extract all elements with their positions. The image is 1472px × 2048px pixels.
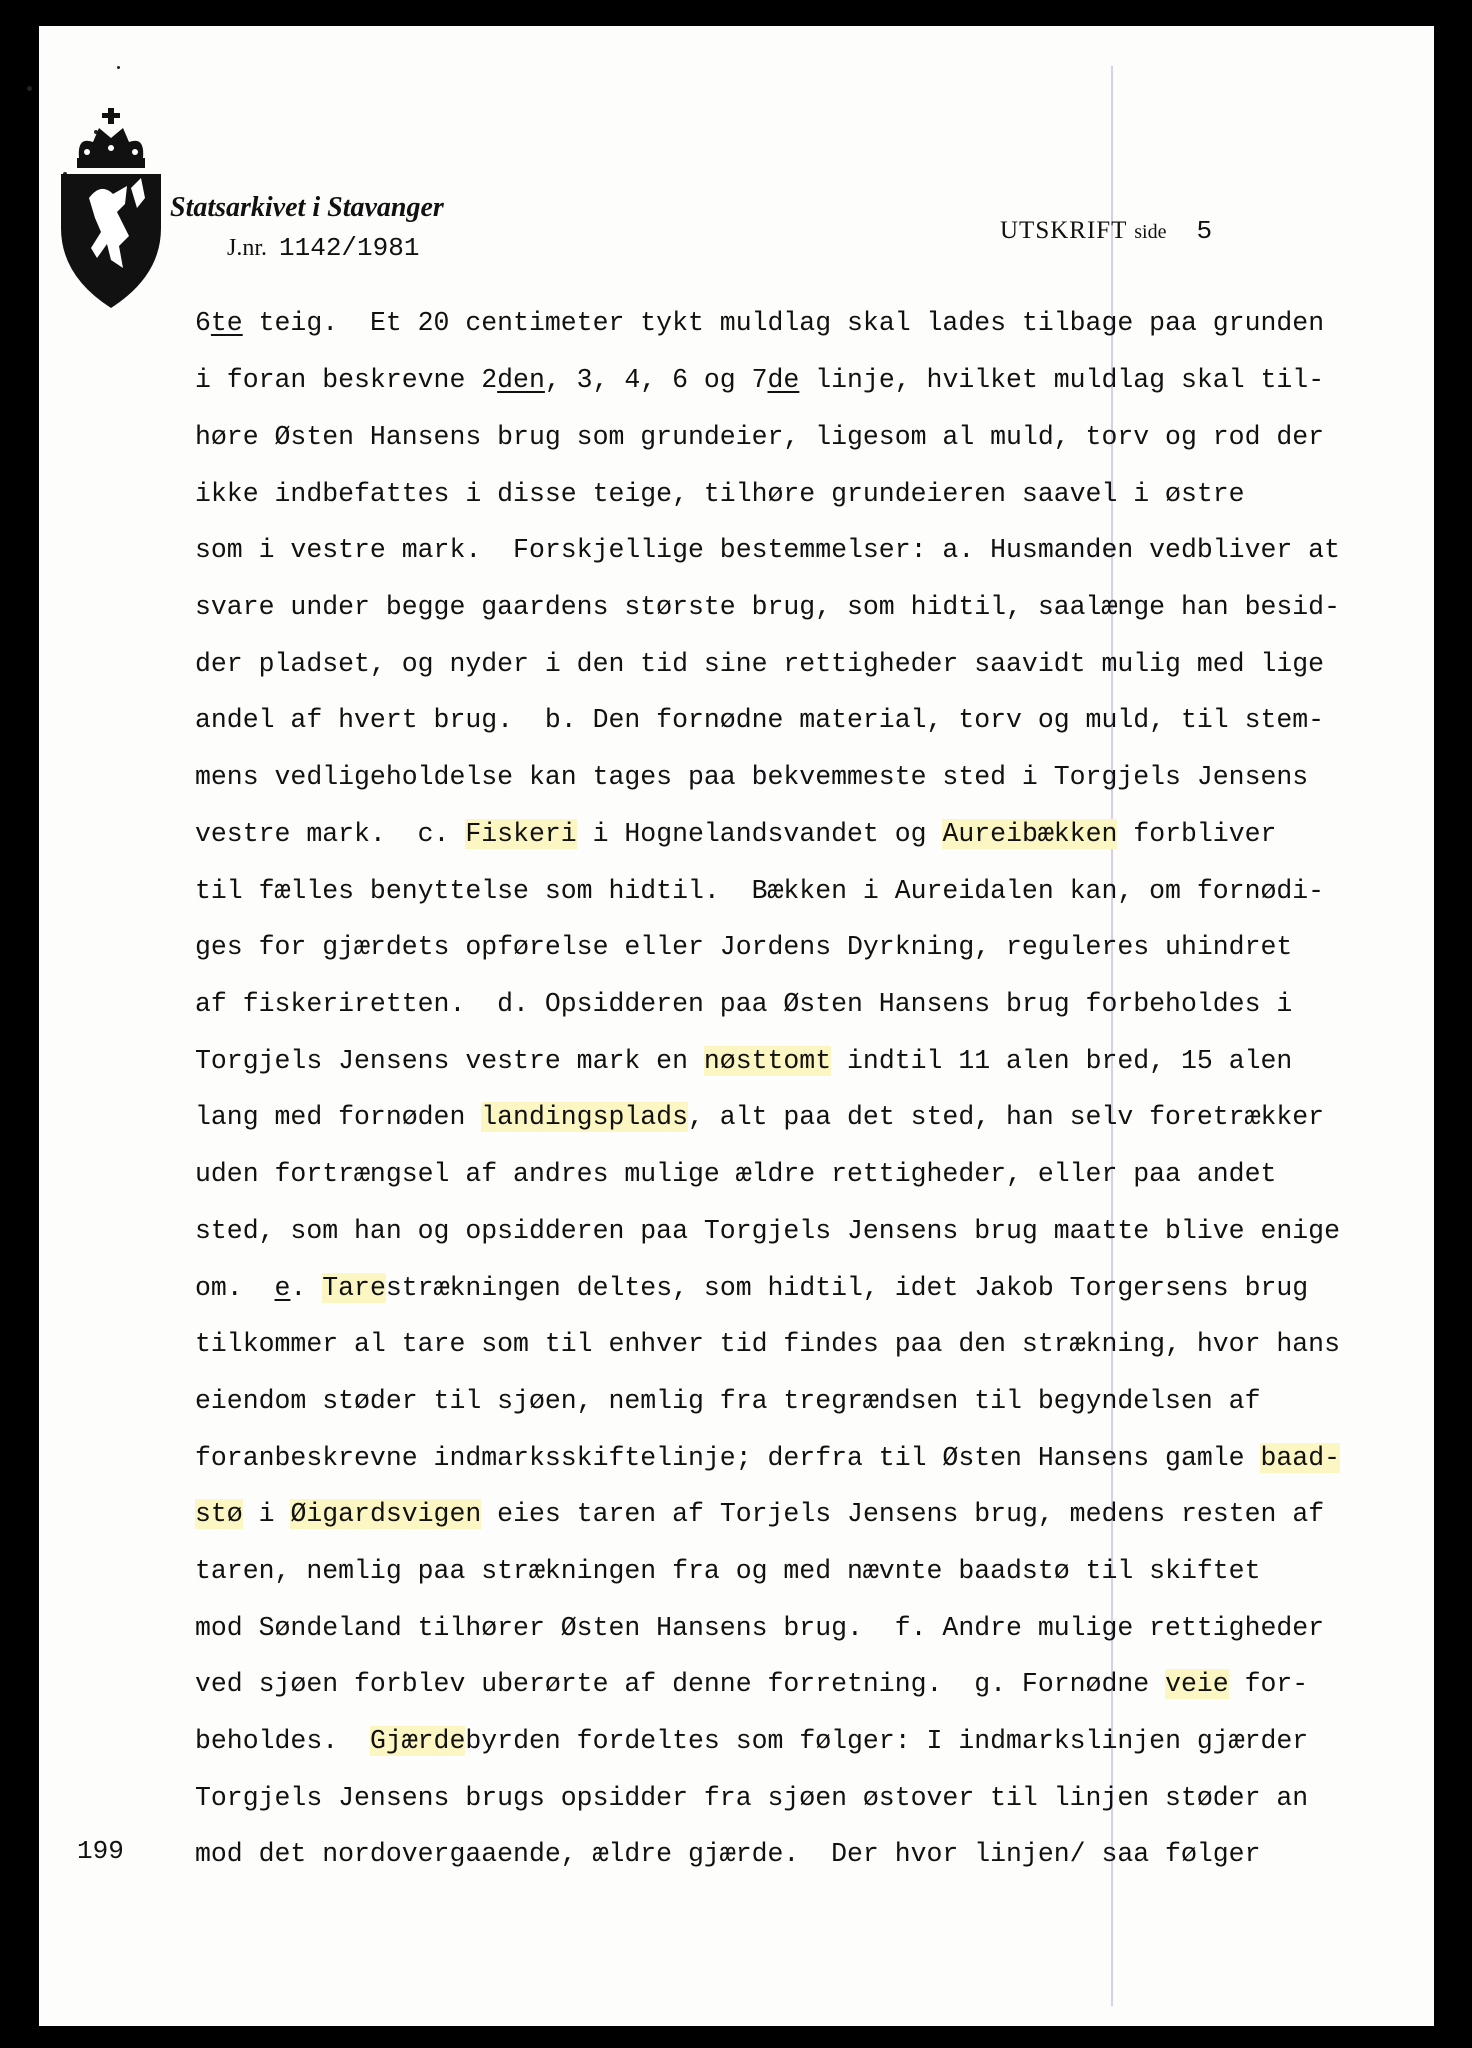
highlighted-text: veie — [1165, 1669, 1229, 1699]
norwegian-coat-of-arms-icon — [57, 108, 165, 308]
text-line-11: til fælles benyttelse som hidtil. Bækken i Aureidalen kan, om fornødi- — [195, 876, 1325, 906]
text-line-2 — [195, 363, 1324, 397]
text-line-4: ikke indbefattes i disse teige, tilhøre grundeieren saavel i østre — [195, 479, 1245, 509]
text-segment: teig. Et 20 centimeter tykt muldlag skal lades tilbage paa grunden — [242, 308, 1325, 338]
text-line-18 — [195, 1271, 1308, 1305]
text-line-15 — [195, 1100, 1324, 1134]
text-segment: om. — [195, 1273, 275, 1303]
text-segment: for- — [1228, 1669, 1309, 1699]
text-segment: indtil 11 alen bred, 15 alen — [831, 1046, 1293, 1076]
text-line-5: som i vestre mark. Forskjellige bestemmelser: a. Husmanden vedbliver at — [195, 535, 1340, 565]
text-segment: . — [290, 1273, 323, 1303]
speck — [117, 66, 120, 69]
text-line-13: af fiskeriretten. d. Opsidderen paa Østen Hansens brug forbeholdes i — [195, 989, 1293, 1019]
text-line-20: eiendom støder til sjøen, nemlig fra tregrændsen til begyndelsen af — [195, 1386, 1261, 1416]
text-line-12: ges for gjærdets opførelse eller Jordens Dyrkning, reguleres uhindret — [195, 932, 1293, 962]
highlighted-text: Øigardsvigen — [290, 1499, 482, 1529]
text-line-26 — [195, 1724, 1308, 1758]
text-line-17: sted, som han og opsidderen paa Torgjels Jensens brug maatte blive enige — [195, 1216, 1340, 1246]
highlighted-text: Fiskeri — [465, 819, 577, 849]
text-segment: 6 — [195, 308, 211, 338]
side-label: side — [1134, 221, 1167, 243]
text-line-1 — [195, 306, 1324, 340]
text-segment: vestre mark. c. — [195, 819, 466, 849]
highlighted-text: Aureibækken — [942, 819, 1118, 849]
text-segment: i Hognelandsvandet og — [576, 819, 943, 849]
text-segment: byrden fordeltes som følger: I indmarkslinjen gjærder — [465, 1726, 1309, 1756]
text-line-9: mens vedligeholdelse kan tages paa bekvemmeste sted i Torgjels Jensens — [195, 762, 1309, 792]
text-segment: Torgjels Jensens vestre mark en — [195, 1046, 704, 1076]
text-segment: i foran beskrevne 2 — [195, 365, 498, 395]
text-line-28: mod det nordovergaaende, ældre gjærde. Der hvor linjen/ saa følger — [195, 1839, 1261, 1869]
text-line-6: svare under begge gaardens største brug, som hidtil, saalænge han besid- — [195, 592, 1340, 622]
text-segment: i — [242, 1499, 291, 1529]
page-number: 5 — [1196, 216, 1214, 246]
highlighted-text: stø — [195, 1499, 243, 1529]
text-line-7: der pladset, og nyder i den tid sine rettigheder saavidt mulig med lige — [195, 649, 1325, 679]
highlighted-text: baad- — [1260, 1443, 1340, 1473]
text-line-21 — [195, 1441, 1340, 1475]
text-line-23: taren, nemlig paa strækningen fra og med nævnte baadstø til skiftet — [195, 1556, 1261, 1586]
highlighted-text: landingsplads — [481, 1102, 688, 1132]
scan-artifact-line — [1111, 66, 1113, 2006]
text-segment: foranbeskrevne indmarksskiftelinje; derfra til Østen Hansens gamle — [195, 1443, 1261, 1473]
text-segment: linje, hvilket muldlag skal til- — [799, 365, 1325, 395]
underlined-text: den — [497, 365, 545, 395]
jnr-value: 1142/1981 — [279, 233, 420, 263]
text-line-14 — [195, 1044, 1292, 1078]
margin-number: 199 — [77, 1836, 124, 1866]
underlined-text: te — [210, 308, 243, 338]
text-line-19: tilkommer al tare som til enhver tid findes paa den strækning, hvor hans — [195, 1329, 1340, 1359]
text-segment: , alt paa det sted, han selv foretrækker — [687, 1102, 1325, 1132]
text-line-25 — [195, 1667, 1308, 1701]
text-segment: strækningen deltes, som hidtil, idet Jakob Torgersens brug — [385, 1273, 1309, 1303]
highlighted-text: Gjærde — [369, 1726, 466, 1756]
doc-label: UTSKRIFT — [1000, 217, 1128, 244]
text-line-16: uden fortrængsel af andres mulige ældre rettigheder, eller paa andet — [195, 1159, 1277, 1189]
highlighted-text: nøsttomt — [703, 1046, 832, 1076]
text-line-3: høre Østen Hansens brug som grundeier, ligesom al muld, torv og rod der — [195, 422, 1325, 452]
speck — [27, 86, 32, 91]
institution-name: Statsarkivet i Stavanger — [170, 192, 444, 223]
text-line-10 — [195, 817, 1276, 851]
highlighted-text: Tare — [322, 1273, 386, 1303]
journal-number — [227, 233, 419, 263]
text-segment: beholdes. — [195, 1726, 370, 1756]
text-segment: eies taren af Torjels Jensens brug, medens resten af — [481, 1499, 1325, 1529]
text-segment: ved sjøen forblev uberørte af denne forretning. g. Fornødne — [195, 1669, 1166, 1699]
text-line-27: Torgjels Jensens brugs opsidder fra sjøen østover til linjen støder an — [195, 1783, 1309, 1813]
text-segment: forbliver — [1117, 819, 1277, 849]
text-line-8: andel af hvert brug. b. Den fornødne material, torv og muld, til stem- — [195, 705, 1325, 735]
text-segment: , 3, 4, 6 og 7 — [544, 365, 768, 395]
page-header — [1000, 216, 1213, 246]
underlined-text: de — [767, 365, 800, 395]
jnr-label: J.nr. — [227, 235, 268, 261]
text-line-22 — [195, 1497, 1324, 1531]
underlined-text: e — [274, 1273, 291, 1303]
text-segment: lang med fornøden — [195, 1102, 482, 1132]
text-line-24: mod Søndeland tilhører Østen Hansens brug. f. Andre mulige rettigheder — [195, 1613, 1325, 1643]
